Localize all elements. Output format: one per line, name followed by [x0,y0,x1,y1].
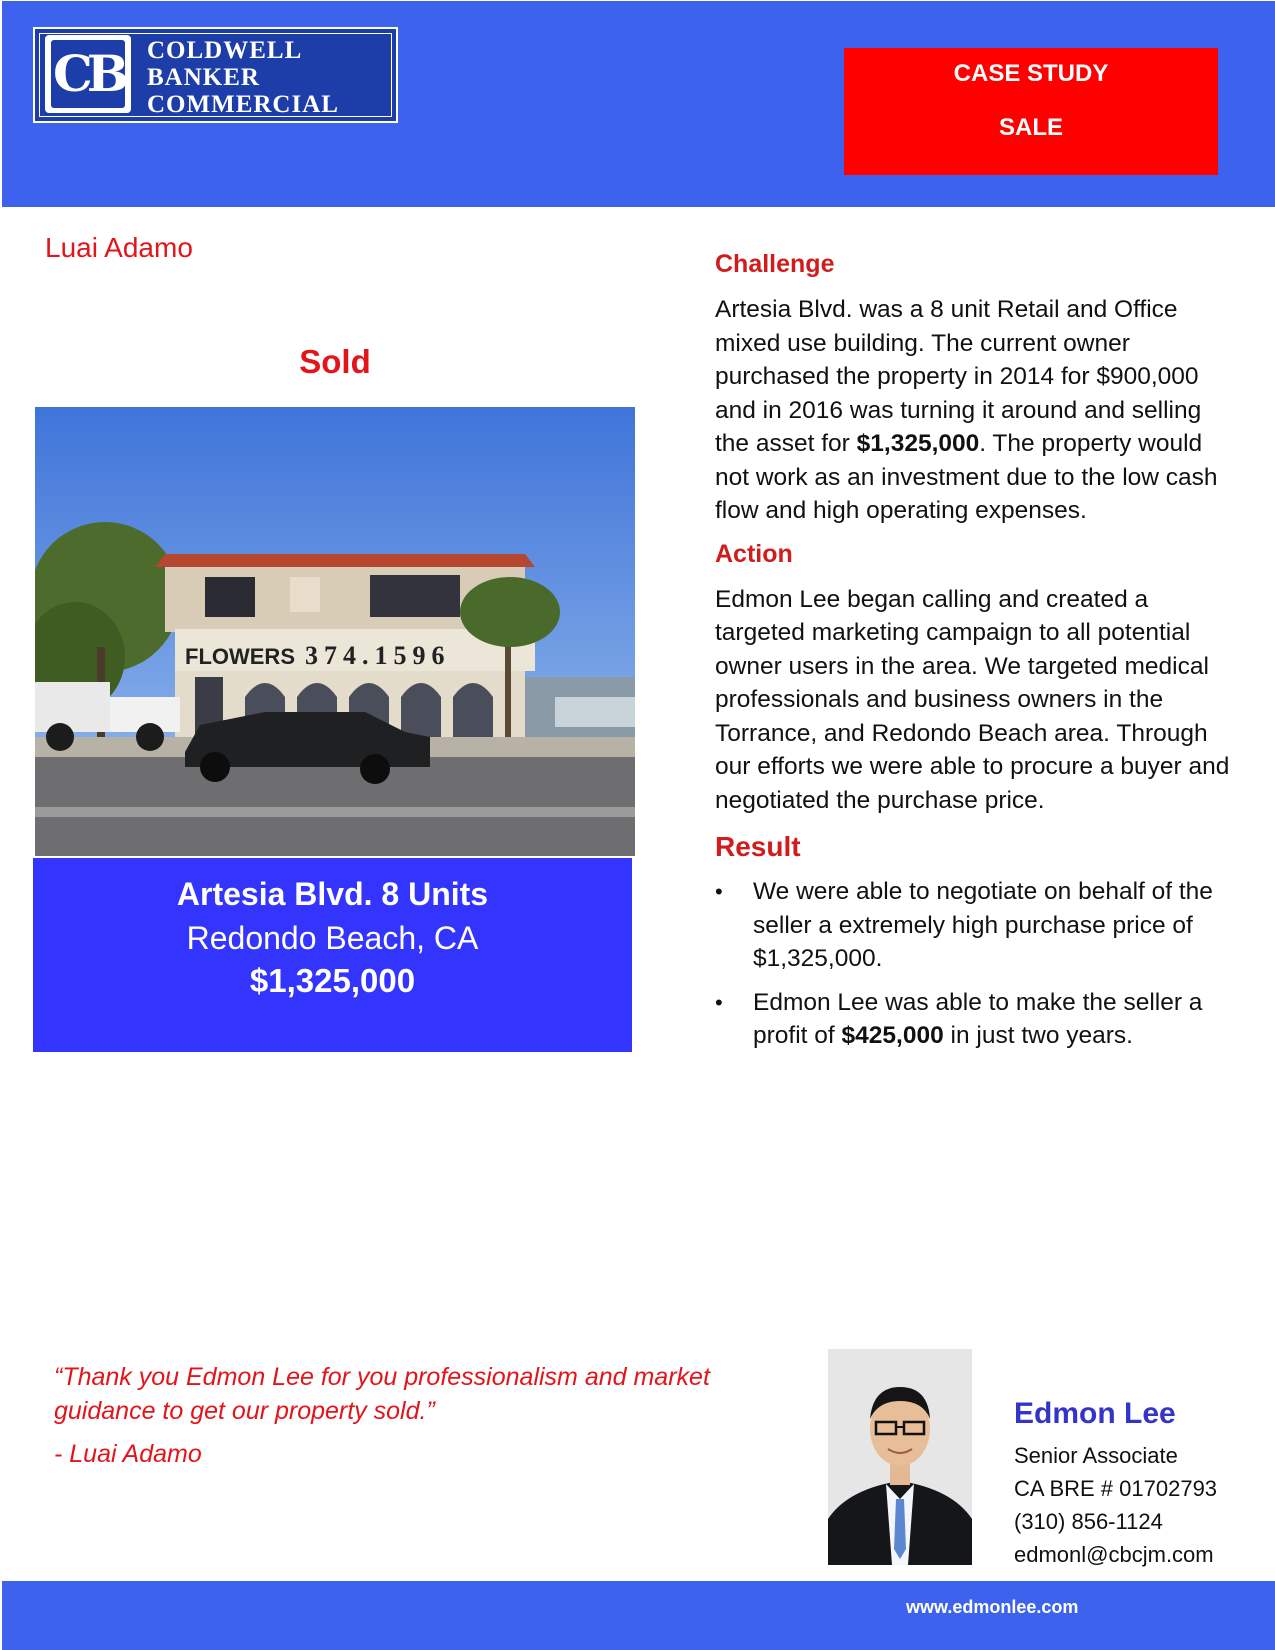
footer-banner [2,1581,1275,1650]
cb-logo-mark-icon: CB [45,35,131,113]
agent-headshot [828,1349,972,1565]
agent-phone: (310) 856-1124 [1014,1509,1163,1534]
result-list [715,875,1235,1053]
challenge-text: Artesia Blvd. was a 8 unit Retail and Office mixed use building. The current owner purchased the property in 2014 for $900,000 and in 2016 was turning it around and selling the asset for $1,325,000. The property would not work as an investment due to the low cash flow and high operating expenses. [715,296,1218,524]
result-item: • We were able to negotiate on behalf of the seller a extremely high purchase price of $1,325,000. [715,875,1235,976]
action-text: Edmon Lee began calling and created a targeted marketing campaign to all potential owner users in the area. We targeted medical professionals and business owners in the Torrance, and Redondo Beach area. Through our efforts we were able to procure a buyer and negotiated the purchase price. [715,585,1230,814]
result-heading: Result [715,831,801,862]
agent-license: CA BRE # 01702793 [1014,1476,1218,1501]
property-price: $1,325,000 [249,962,416,999]
case-study-badge [844,48,1218,175]
testimonial-author: - Luai Adamo [54,1440,202,1468]
result-item: • Edmon Lee was able to make the seller a profit of $425,000 in just two years. [715,986,1235,1053]
coldwell-banker-commercial-logo [33,27,398,123]
client-name: Luai Adamo [45,232,193,263]
property-name: Artesia Blvd. 8 Units [176,876,489,912]
svg-text:FLOWERS: FLOWERS [185,644,295,669]
website-link[interactable]: www.edmonlee.com [906,1597,1079,1617]
logo-wordmark: COLDWELL BANKER COMMERCIAL [147,37,339,118]
agent-name: Edmon Lee [1014,1397,1176,1430]
action-heading: Action [715,539,793,568]
sale-label: SALE [998,114,1063,141]
property-summary-box [33,858,632,1052]
challenge-heading: Challenge [715,250,835,278]
svg-text:374.1596: 374.1596 [305,641,451,670]
property-photo [35,407,635,856]
testimonial-quote: “Thank you Edmon Lee for you professionalism and market guidance to get our property sold.” [54,1363,710,1425]
agent-title: Senior Associate [1014,1443,1178,1468]
property-location: Redondo Beach, CA [186,920,479,956]
case-details [715,250,1235,1053]
sold-status: Sold [299,343,371,380]
agent-email[interactable]: edmonl@cbcjm.com [1014,1542,1214,1567]
header-banner [2,1,1275,207]
case-study-label: CASE STUDY [953,60,1109,87]
